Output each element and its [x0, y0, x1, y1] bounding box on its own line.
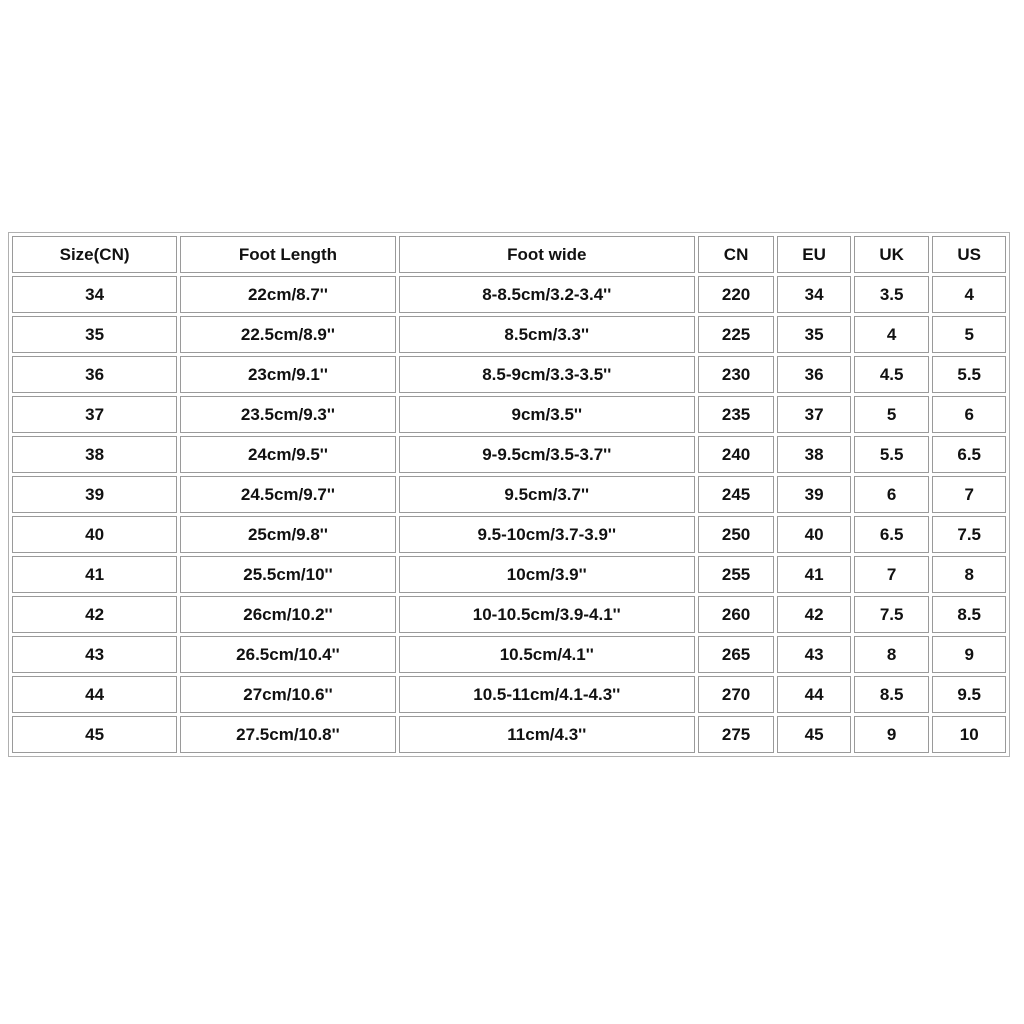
- header-row: [12, 236, 1006, 273]
- cell-uk: 9: [854, 716, 930, 753]
- header-uk: UK: [854, 236, 930, 273]
- cell-us: 5: [932, 316, 1006, 353]
- cell-cn: 220: [698, 276, 775, 313]
- cell-foot-length: 22cm/8.7'': [180, 276, 396, 313]
- cell-eu: 35: [777, 316, 851, 353]
- cell-size-cn: 42: [12, 596, 177, 633]
- table-body: [12, 276, 1006, 753]
- cell-cn: 235: [698, 396, 775, 433]
- cell-uk: 8.5: [854, 676, 930, 713]
- table-row: [12, 356, 1006, 393]
- cell-uk: 8: [854, 636, 930, 673]
- cell-cn: 275: [698, 716, 775, 753]
- cell-us: 7: [932, 476, 1006, 513]
- cell-foot-length: 25cm/9.8'': [180, 516, 396, 553]
- cell-size-cn: 44: [12, 676, 177, 713]
- table-row: [12, 636, 1006, 673]
- cell-eu: 43: [777, 636, 851, 673]
- cell-foot-wide: 9.5-10cm/3.7-3.9'': [399, 516, 695, 553]
- cell-size-cn: 34: [12, 276, 177, 313]
- cell-foot-length: 26.5cm/10.4'': [180, 636, 396, 673]
- cell-foot-wide: 11cm/4.3'': [399, 716, 695, 753]
- cell-foot-wide: 10.5cm/4.1'': [399, 636, 695, 673]
- cell-cn: 245: [698, 476, 775, 513]
- cell-size-cn: 36: [12, 356, 177, 393]
- cell-size-cn: 40: [12, 516, 177, 553]
- cell-cn: 270: [698, 676, 775, 713]
- cell-us: 5.5: [932, 356, 1006, 393]
- cell-eu: 38: [777, 436, 851, 473]
- cell-eu: 45: [777, 716, 851, 753]
- table-row: [12, 436, 1006, 473]
- cell-uk: 4: [854, 316, 930, 353]
- cell-us: 7.5: [932, 516, 1006, 553]
- cell-uk: 5: [854, 396, 930, 433]
- cell-foot-wide: 10.5-11cm/4.1-4.3'': [399, 676, 695, 713]
- table-row: [12, 476, 1006, 513]
- cell-cn: 225: [698, 316, 775, 353]
- cell-size-cn: 43: [12, 636, 177, 673]
- cell-us: 8: [932, 556, 1006, 593]
- cell-size-cn: 39: [12, 476, 177, 513]
- cell-eu: 36: [777, 356, 851, 393]
- cell-eu: 40: [777, 516, 851, 553]
- cell-uk: 6: [854, 476, 930, 513]
- cell-us: 6.5: [932, 436, 1006, 473]
- cell-size-cn: 38: [12, 436, 177, 473]
- cell-foot-wide: 8-8.5cm/3.2-3.4'': [399, 276, 695, 313]
- cell-foot-length: 24cm/9.5'': [180, 436, 396, 473]
- cell-size-cn: 45: [12, 716, 177, 753]
- table-row: [12, 396, 1006, 433]
- cell-foot-length: 23cm/9.1'': [180, 356, 396, 393]
- cell-cn: 230: [698, 356, 775, 393]
- cell-foot-length: 24.5cm/9.7'': [180, 476, 396, 513]
- table-row: [12, 316, 1006, 353]
- cell-eu: 37: [777, 396, 851, 433]
- cell-cn: 265: [698, 636, 775, 673]
- table-row: [12, 516, 1006, 553]
- size-chart-table: [8, 232, 1010, 757]
- header-foot-length: Foot Length: [180, 236, 396, 273]
- cell-size-cn: 37: [12, 396, 177, 433]
- cell-foot-length: 22.5cm/8.9'': [180, 316, 396, 353]
- cell-foot-wide: 9-9.5cm/3.5-3.7'': [399, 436, 695, 473]
- cell-size-cn: 35: [12, 316, 177, 353]
- cell-foot-length: 23.5cm/9.3'': [180, 396, 396, 433]
- cell-foot-length: 27.5cm/10.8'': [180, 716, 396, 753]
- cell-uk: 3.5: [854, 276, 930, 313]
- cell-us: 6: [932, 396, 1006, 433]
- cell-foot-length: 27cm/10.6'': [180, 676, 396, 713]
- cell-us: 10: [932, 716, 1006, 753]
- table-row: [12, 596, 1006, 633]
- cell-eu: 41: [777, 556, 851, 593]
- cell-foot-wide: 10-10.5cm/3.9-4.1'': [399, 596, 695, 633]
- header-eu: EU: [777, 236, 851, 273]
- cell-eu: 44: [777, 676, 851, 713]
- cell-us: 9.5: [932, 676, 1006, 713]
- cell-cn: 255: [698, 556, 775, 593]
- cell-eu: 39: [777, 476, 851, 513]
- cell-foot-wide: 8.5cm/3.3'': [399, 316, 695, 353]
- table-row: [12, 676, 1006, 713]
- header-foot-wide: Foot wide: [399, 236, 695, 273]
- table-row: [12, 276, 1006, 313]
- cell-us: 9: [932, 636, 1006, 673]
- cell-foot-length: 25.5cm/10'': [180, 556, 396, 593]
- cell-foot-wide: 8.5-9cm/3.3-3.5'': [399, 356, 695, 393]
- header-size-cn: Size(CN): [12, 236, 177, 273]
- cell-cn: 240: [698, 436, 775, 473]
- cell-eu: 34: [777, 276, 851, 313]
- cell-eu: 42: [777, 596, 851, 633]
- table-row: [12, 716, 1006, 753]
- cell-cn: 250: [698, 516, 775, 553]
- cell-us: 4: [932, 276, 1006, 313]
- cell-size-cn: 41: [12, 556, 177, 593]
- cell-cn: 260: [698, 596, 775, 633]
- cell-foot-wide: 9.5cm/3.7'': [399, 476, 695, 513]
- cell-uk: 7.5: [854, 596, 930, 633]
- cell-foot-wide: 9cm/3.5'': [399, 396, 695, 433]
- cell-uk: 4.5: [854, 356, 930, 393]
- cell-uk: 7: [854, 556, 930, 593]
- cell-foot-wide: 10cm/3.9'': [399, 556, 695, 593]
- header-cn: CN: [698, 236, 775, 273]
- cell-us: 8.5: [932, 596, 1006, 633]
- cell-uk: 5.5: [854, 436, 930, 473]
- cell-uk: 6.5: [854, 516, 930, 553]
- table-row: [12, 556, 1006, 593]
- header-us: US: [932, 236, 1006, 273]
- cell-foot-length: 26cm/10.2'': [180, 596, 396, 633]
